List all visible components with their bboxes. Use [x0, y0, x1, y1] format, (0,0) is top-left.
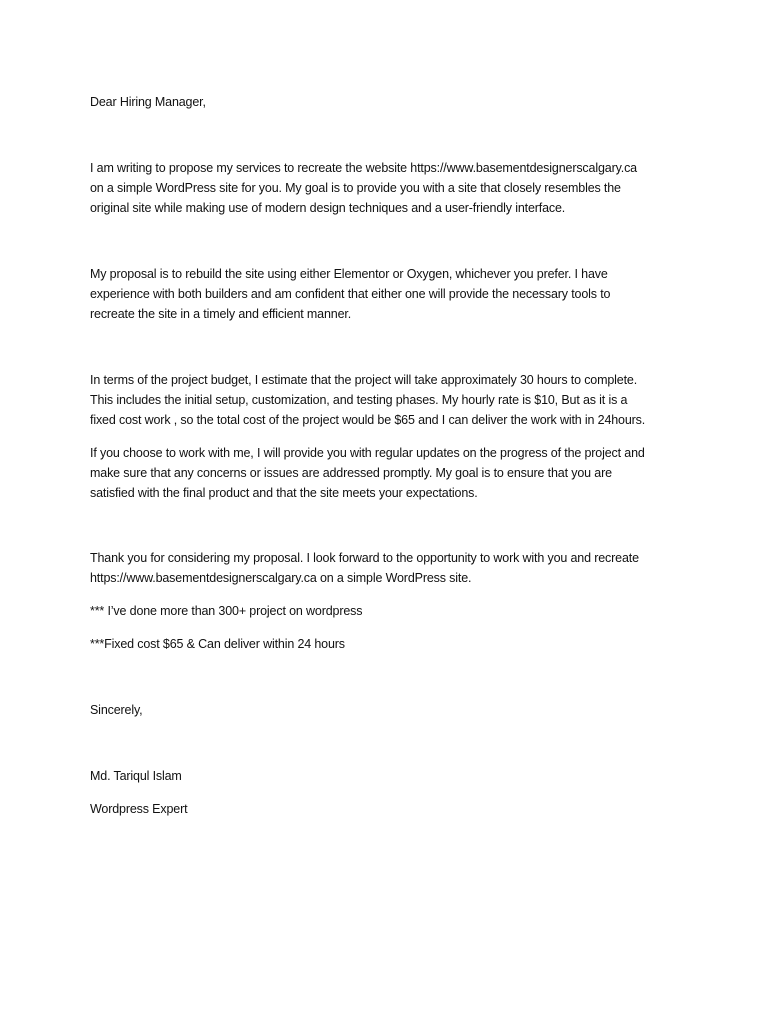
closing: Sincerely,: [90, 703, 143, 717]
paragraph-5-line-2: https://www.basementdesignerscalgary.ca on a simple WordPress site.: [90, 571, 472, 585]
paragraph-3-line-1: In terms of the project budget, I estimate that the project will take approximately 30 hours to complete.: [90, 373, 638, 387]
paragraph-1-line-3: original site while making use of modern design techniques and a user-friendly interface.: [90, 201, 566, 215]
paragraph-2-line-3: recreate the site in a timely and efficient manner.: [90, 307, 352, 321]
signature-title: Wordpress Expert: [90, 802, 188, 816]
paragraph-2-line-2: experience with both builders and am confident that either one will provide the necessary tools to: [90, 287, 611, 301]
paragraph-4-line-1: If you choose to work with me, I will provide you with regular updates on the progress of the project and: [90, 446, 645, 460]
paragraph-1-line-2: on a simple WordPress site for you. My goal is to provide you with a site that closely resembles the: [90, 181, 621, 195]
note-fixed-cost: ***Fixed cost $65 & Can deliver within 24 hours: [90, 637, 345, 651]
paragraph-1-line-1: I am writing to propose my services to recreate the website https://www.basementdesignerscalgary.ca: [90, 161, 637, 175]
paragraph-2-line-1: My proposal is to rebuild the site using either Elementor or Oxygen, whichever you prefer. I have: [90, 267, 608, 281]
paragraph-4-line-3: satisfied with the final product and that the site meets your expectations.: [90, 486, 478, 500]
note-experience: *** I’ve done more than 300+ project on wordpress: [90, 604, 363, 618]
paragraph-3-line-2: This includes the initial setup, customization, and testing phases. My hourly rate is $10, But as it is a: [90, 393, 628, 407]
paragraph-3-line-3: fixed cost work , so the total cost of the project would be $65 and I can deliver the work with in 24hours.: [90, 413, 646, 427]
signature-name: Md. Tariqul Islam: [90, 769, 182, 783]
salutation: Dear Hiring Manager,: [90, 95, 206, 109]
paragraph-5-line-1: Thank you for considering my proposal. I look forward to the opportunity to work with you and recreate: [90, 551, 639, 565]
paragraph-4-line-2: make sure that any concerns or issues are addressed promptly. My goal is to ensure that you are: [90, 466, 612, 480]
